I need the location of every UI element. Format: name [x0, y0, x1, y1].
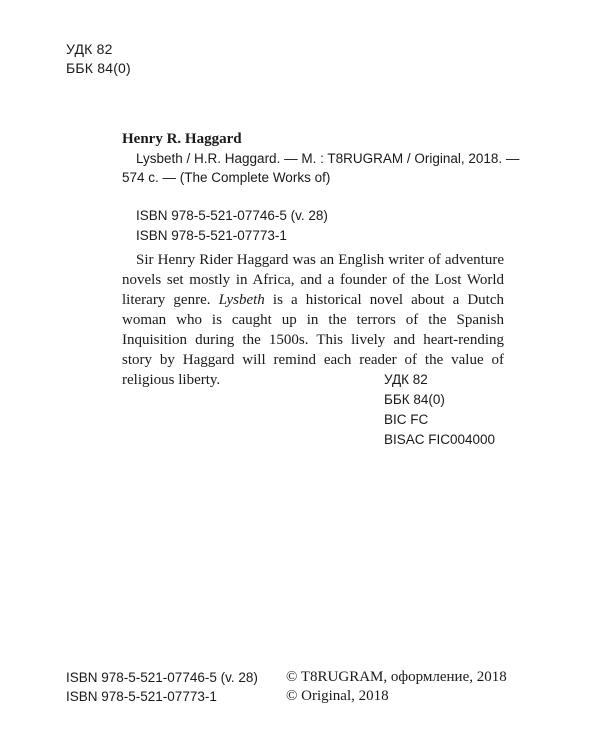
annotation-text-part-1: Sir Henry Rider Haggard was an English writer of adventure novels set mostly in Africa, and a founder of the Lost World literary genre. [122, 252, 504, 308]
bbk-code: ББК 84(0) [66, 60, 131, 76]
catalog-record [122, 130, 520, 187]
isbn-volume: ISBN 978-5-521-07746-5 (v. 28) [136, 208, 328, 223]
annotation-paragraph [122, 250, 504, 390]
annotation-book-title: Lysbeth [218, 292, 265, 308]
footer-isbn-series: ISBN 978-5-521-07773-1 [66, 689, 217, 704]
bibliographic-description-line-1: Lysbeth / H.R. Haggard. — M. : T8RUGRAM / Original, 2018. — [136, 151, 520, 166]
footer-isbn-volume: ISBN 978-5-521-07746-5 (v. 28) [66, 670, 258, 685]
bibliographic-description-line-2: 574 c. — (The Complete Works of) [122, 170, 331, 185]
author-heading: Henry R. Haggard [122, 131, 242, 147]
udk-code: УДК 82 [384, 372, 428, 387]
annotation-text-part-2: is a historical novel about a Dutch woman who is caught up in the terrors of the Spanish Inquisition during the 1500s. This lively and heart-rending story by Haggard will remind each reader of the value of religious liberty. [122, 292, 505, 388]
classification-codes-top [66, 40, 131, 78]
bic-code: BIC FC [384, 412, 429, 427]
copyright-original: © Original, 2018 [286, 688, 389, 704]
footer-isbn-block [66, 668, 258, 706]
bisac-code: BISAC FIC004000 [384, 432, 496, 447]
footer-copyright-block [286, 668, 507, 706]
udk-code: УДК 82 [66, 41, 113, 57]
isbn-block [136, 206, 328, 246]
copyright-design: © T8RUGRAM, оформление, 2018 [286, 669, 507, 685]
classification-codes-right [384, 370, 495, 450]
isbn-series: ISBN 978-5-521-07773-1 [136, 228, 287, 243]
bbk-code: ББК 84(0) [384, 392, 445, 407]
